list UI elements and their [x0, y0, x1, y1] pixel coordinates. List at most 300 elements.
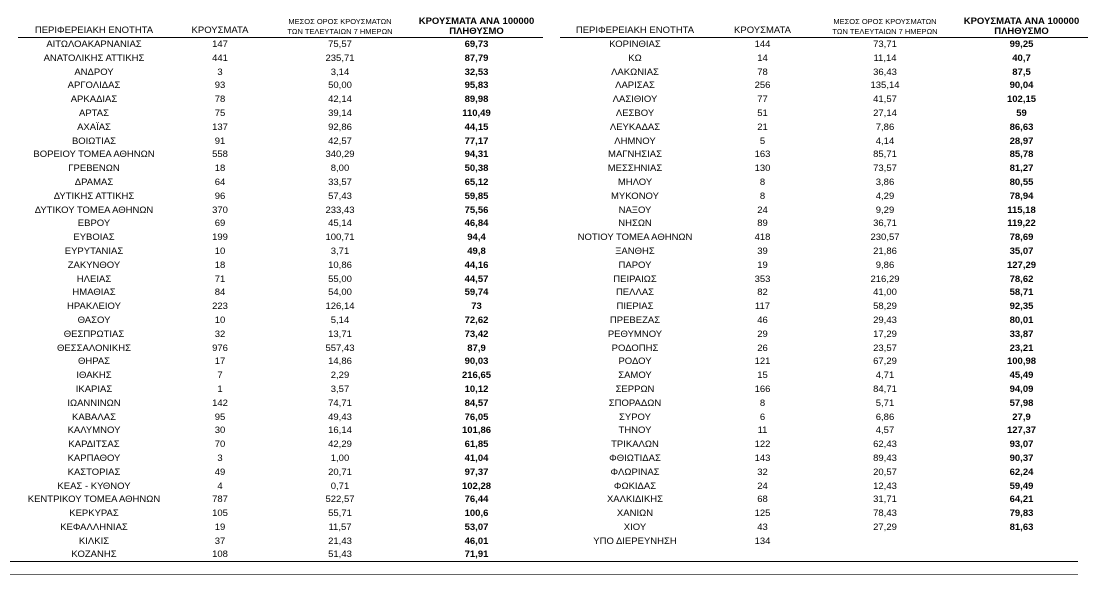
table-row [18, 480, 543, 494]
cases-cell: 71 [214, 273, 226, 285]
cases-cell: 163 [754, 149, 771, 161]
cases-cell: 122 [754, 439, 771, 451]
avg7-cell: 29,43 [873, 314, 897, 326]
header-cases: ΚΡΟΥΣΜΑΤΑ [734, 25, 791, 36]
table-row [560, 245, 1088, 259]
table-row [560, 411, 1088, 425]
avg7-cell: 36,43 [873, 66, 897, 78]
rate-cell: 57,98 [1009, 397, 1034, 409]
cases-cell: 30 [214, 425, 226, 437]
region-cell: ΑΡΤΑΣ [79, 107, 109, 119]
rate-cell: 100,6 [464, 508, 489, 520]
table-row [18, 107, 543, 121]
table-row [560, 107, 1088, 121]
avg7-cell: 3,86 [875, 176, 895, 188]
table-row [18, 397, 543, 411]
rate-cell: 41,04 [464, 452, 489, 464]
table-row [560, 314, 1088, 328]
region-cell: ΘΕΣΣΑΛΟΝΙΚΗΣ [57, 342, 131, 354]
rate-cell: 33,87 [1009, 328, 1034, 340]
region-cell: ΚΑΡΔΙΤΣΑΣ [68, 439, 120, 451]
table-row [18, 121, 543, 135]
rate-cell: 50,38 [464, 163, 489, 175]
table-row [18, 217, 543, 231]
rate-cell: 90,37 [1009, 452, 1034, 464]
region-cell: ΘΑΣΟΥ [77, 314, 111, 326]
region-cell: ΜΕΣΣΗΝΙΑΣ [607, 163, 663, 175]
avg7-cell: 36,71 [873, 218, 897, 230]
rate-cell: 32,53 [464, 66, 489, 78]
rate-cell: 78,69 [1009, 232, 1034, 244]
header-avg7-line2: ΤΩΝ ΤΕΛΕΥΤΑΙΩΝ 7 ΗΜΕΡΩΝ [832, 27, 938, 36]
region-cell: ΧΑΝΙΩΝ [616, 508, 654, 520]
rate-cell [955, 535, 1088, 549]
rate-cell: 84,57 [464, 397, 489, 409]
avg7-cell: 73,57 [873, 163, 897, 175]
region-cell: ΡΟΔΟΥ [618, 356, 652, 368]
table-row [18, 38, 543, 52]
region-cell: ΕΥΡΥΤΑΝΙΑΣ [64, 245, 124, 257]
region-cell: ΗΜΑΘΙΑΣ [72, 287, 116, 299]
region-cell: ΙΘΑΚΗΣ [76, 370, 112, 382]
region-cell: ΑΝΑΤΟΛΙΚΗΣ ΑΤΤΙΚΗΣ [43, 52, 145, 64]
table-row [18, 66, 543, 80]
table-row [18, 369, 543, 383]
table-row [18, 328, 543, 342]
avg7-cell [815, 535, 955, 549]
region-cell: ΛΕΣΒΟΥ [615, 107, 655, 119]
rate-cell: 46,84 [464, 218, 489, 230]
avg7-cell: 4,57 [875, 425, 895, 437]
cases-cell: 418 [754, 232, 771, 244]
table-row [560, 148, 1088, 162]
cases-cell: 125 [754, 508, 771, 520]
rate-cell: 40,7 [1012, 52, 1031, 64]
avg7-cell: 0,71 [330, 480, 350, 492]
region-cell: ΤΡΙΚΑΛΩΝ [611, 439, 659, 451]
avg7-cell: 49,43 [328, 411, 352, 423]
rate-cell: 78,94 [1009, 190, 1034, 202]
rate-cell: 71,91 [464, 549, 489, 561]
avg7-cell: 5,71 [875, 397, 895, 409]
region-cell: ΙΚΑΡΙΑΣ [75, 383, 113, 395]
region-cell: ΦΩΚΙΔΑΣ [613, 480, 657, 492]
header-region: ΠΕΡΙΦΕΡΕΙΑΚΗ ΕΝΟΤΗΤΑ [34, 25, 154, 36]
cases-cell: 18 [214, 259, 226, 271]
region-cell: ΥΠΟ ΔΙΕΡΕΥΝΗΣΗ [593, 535, 677, 547]
table-row [18, 466, 543, 480]
region-cell: ΛΑΣΙΘΙΟΥ [612, 94, 658, 106]
rate-cell: 80,01 [1009, 314, 1034, 326]
cases-cell: 15 [757, 370, 768, 382]
header-avg7 [270, 8, 410, 38]
avg7-cell: 33,57 [328, 176, 352, 188]
rate-cell: 28,97 [1009, 135, 1034, 147]
header-row [560, 8, 1088, 38]
table-row [18, 135, 543, 149]
region-cell: ΑΝΔΡΟΥ [74, 66, 114, 78]
rate-cell: 92,35 [1009, 301, 1034, 313]
table-row [560, 286, 1088, 300]
region-cell: ΡΟΔΟΠΗΣ [611, 342, 659, 354]
header-rate-line1: ΚΡΟΥΣΜΑΤΑ ΑΝΑ 100000 [963, 16, 1080, 27]
cases-cell: 8 [759, 176, 766, 188]
avg7-cell: 5,14 [330, 314, 350, 326]
table-row [18, 535, 543, 549]
table-row [560, 535, 1088, 549]
rate-cell: 110,49 [462, 107, 491, 119]
table-row [560, 273, 1088, 287]
rate-cell: 35,07 [1009, 245, 1034, 257]
cases-cell: 18 [214, 163, 226, 175]
avg7-cell: 23,57 [873, 342, 897, 354]
cases-cell: 68 [757, 494, 768, 506]
region-cell: ΑΡΚΑΔΙΑΣ [70, 94, 118, 106]
avg7-cell: 6,86 [875, 411, 895, 423]
table-row [560, 52, 1088, 66]
cases-cell: 46 [757, 314, 768, 326]
avg7-cell: 84,71 [873, 383, 897, 395]
cases-table-right [560, 8, 1088, 548]
cases-cell: 370 [212, 204, 228, 216]
rate-cell: 79,83 [1009, 508, 1034, 520]
table-row [18, 411, 543, 425]
cases-cell: 21 [757, 121, 768, 133]
avg7-cell: 12,43 [873, 480, 897, 492]
cases-cell: 1 [217, 383, 223, 395]
avg7-cell: 74,71 [328, 397, 352, 409]
cases-cell: 353 [754, 273, 771, 285]
region-cell: ΤΗΝΟΥ [618, 425, 652, 437]
avg7-cell: 135,14 [870, 80, 900, 92]
table-row [560, 38, 1088, 52]
region-cell: ΦΛΩΡΙΝΑΣ [610, 466, 660, 478]
avg7-cell: 42,57 [328, 135, 352, 147]
region-cell: ΔΡΑΜΑΣ [74, 176, 114, 188]
cases-table-left [18, 8, 543, 562]
table-row [560, 424, 1088, 438]
rate-cell: 95,83 [464, 80, 489, 92]
rate-cell: 81,63 [1009, 521, 1034, 533]
rate-cell: 49,8 [467, 245, 486, 257]
rate-cell: 87,5 [1012, 66, 1031, 78]
region-cell: ΠΕΛΛΑΣ [615, 287, 655, 299]
table-row [560, 342, 1088, 356]
table-row [18, 424, 543, 438]
table-row [18, 190, 543, 204]
table-row [18, 521, 543, 535]
region-cell: ΠΙΕΡΙΑΣ [616, 301, 654, 313]
cases-cell: 14 [757, 52, 768, 64]
avg7-cell: 21,86 [873, 245, 897, 257]
avg7-cell: 45,14 [328, 218, 352, 230]
table-row [560, 300, 1088, 314]
region-cell: ΛΗΜΝΟΥ [614, 135, 656, 147]
rate-cell: 45,49 [1009, 370, 1034, 382]
region-cell: ΝΗΣΩΝ [618, 218, 652, 230]
avg7-cell: 4,14 [875, 135, 895, 147]
cases-cell: 134 [754, 535, 771, 547]
cases-cell: 143 [754, 452, 771, 464]
cases-cell: 82 [757, 287, 768, 299]
avg7-cell: 17,29 [873, 328, 897, 340]
cases-cell: 77 [757, 94, 768, 106]
cases-cell: 108 [212, 549, 228, 561]
avg7-cell: 39,14 [328, 107, 352, 119]
avg7-cell: 57,43 [328, 190, 352, 202]
rate-cell: 64,21 [1009, 494, 1034, 506]
avg7-cell: 126,14 [325, 301, 355, 313]
avg7-cell: 20,71 [328, 466, 352, 478]
cases-cell: 144 [754, 39, 771, 50]
header-cases: ΚΡΟΥΣΜΑΤΑ [191, 25, 249, 36]
avg7-cell: 73,71 [873, 39, 897, 50]
cases-cell: 7 [217, 370, 223, 382]
avg7-cell: 1,00 [330, 452, 350, 464]
cases-cell: 8 [759, 190, 766, 202]
region-cell: ΣΑΜΟΥ [618, 370, 652, 382]
header-avg7-line2: ΤΩΝ ΤΕΛΕΥΤΑΙΩΝ 7 ΗΜΕΡΩΝ [287, 27, 393, 36]
rate-cell: 93,07 [1009, 439, 1034, 451]
table-row [560, 93, 1088, 107]
avg7-cell: 89,43 [873, 452, 897, 464]
rate-cell: 73,42 [464, 328, 489, 340]
region-cell: ΚΕΦΑΛΛΗΝΙΑΣ [60, 521, 128, 533]
avg7-cell: 75,57 [328, 39, 352, 50]
table-row [560, 521, 1088, 535]
table-row [18, 383, 543, 397]
avg7-cell: 55,00 [328, 273, 352, 285]
avg7-cell: 9,29 [875, 204, 895, 216]
cases-cell: 3 [217, 452, 223, 464]
cases-cell: 32 [214, 328, 226, 340]
avg7-cell: 41,57 [873, 94, 897, 106]
avg7-cell: 235,71 [325, 52, 355, 64]
rate-cell: 10,12 [464, 383, 489, 395]
table-row [18, 452, 543, 466]
cases-cell: 223 [212, 301, 228, 313]
cases-cell: 166 [754, 383, 771, 395]
avg7-cell: 21,43 [328, 535, 352, 547]
avg7-cell: 9,86 [875, 259, 895, 271]
region-cell: ΚΑΛΥΜΝΟΥ [67, 425, 121, 437]
cases-cell: 37 [214, 535, 226, 547]
cases-cell: 142 [212, 397, 228, 409]
avg7-cell: 55,71 [328, 508, 352, 520]
header-row [18, 8, 543, 38]
rate-cell: 23,21 [1009, 342, 1034, 354]
table-row [18, 493, 543, 507]
region-cell: ΣΠΟΡΑΔΩΝ [608, 397, 662, 409]
table-row [560, 328, 1088, 342]
region-cell: ΛΑΡΙΣΑΣ [615, 80, 655, 92]
region-cell: ΚΙΛΚΙΣ [78, 535, 110, 547]
cases-cell: 32 [757, 466, 768, 478]
table-row [18, 342, 543, 356]
cases-cell: 19 [757, 259, 768, 271]
header-avg7 [815, 8, 955, 38]
table-row [560, 176, 1088, 190]
region-cell: ΚΩ [628, 52, 642, 64]
region-cell: ΜΥΚΟΝΟΥ [611, 190, 659, 202]
table-row [18, 300, 543, 314]
table-row [560, 204, 1088, 218]
cases-cell: 8 [759, 397, 766, 409]
rate-cell: 61,85 [464, 439, 489, 451]
table-row [560, 259, 1088, 273]
cases-cell: 117 [754, 301, 771, 313]
table-bottom-rule [10, 561, 1078, 562]
rate-cell: 80,55 [1009, 176, 1034, 188]
region-cell: ΚΕΑΣ - ΚΥΘΝΟΥ [57, 480, 131, 492]
avg7-cell: 522,57 [325, 494, 355, 506]
cases-cell: 976 [212, 342, 228, 354]
header-avg7-line1: ΜΕΣΟΣ ΟΡΟΣ ΚΡΟΥΣΜΑΤΩΝ [833, 17, 937, 26]
region-cell: ΚΕΝΤΡΙΚΟΥ ΤΟΜΕΑ ΑΘΗΝΩΝ [27, 494, 161, 506]
table-row [18, 314, 543, 328]
region-cell: ΙΩΑΝΝΙΝΩΝ [67, 397, 121, 409]
table-row [18, 286, 543, 300]
rate-cell: 58,71 [1009, 287, 1034, 299]
cases-cell: 91 [214, 135, 226, 147]
table-body-left [18, 38, 543, 563]
region-cell: ΔΥΤΙΚΗΣ ΑΤΤΙΚΗΣ [53, 190, 135, 202]
avg7-cell: 13,71 [328, 328, 352, 340]
table-row [18, 245, 543, 259]
table-row [560, 79, 1088, 93]
avg7-cell: 27,29 [873, 521, 897, 533]
avg7-cell: 3,14 [330, 66, 350, 78]
cases-cell: 64 [214, 176, 226, 188]
rate-cell: 75,56 [464, 204, 489, 216]
cases-cell: 39 [757, 245, 768, 257]
cases-cell: 96 [214, 190, 226, 202]
avg7-cell: 27,14 [873, 107, 897, 119]
cases-cell: 147 [212, 39, 228, 50]
table-row [18, 259, 543, 273]
avg7-cell: 20,57 [873, 466, 897, 478]
rate-cell: 27,9 [1012, 411, 1031, 423]
table-row [18, 438, 543, 452]
avg7-cell: 14,86 [328, 356, 352, 368]
rate-cell: 90,04 [1009, 80, 1034, 92]
table-body-right [560, 38, 1088, 549]
cases-cell: 70 [214, 439, 226, 451]
region-cell: ΒΟΡΕΙΟΥ ΤΟΜΕΑ ΑΘΗΝΩΝ [33, 149, 155, 161]
rate-cell: 81,27 [1009, 163, 1034, 175]
avg7-cell: 67,29 [873, 356, 897, 368]
avg7-cell: 41,00 [873, 287, 897, 299]
rate-cell: 76,44 [464, 494, 489, 506]
rate-cell: 65,12 [464, 176, 489, 188]
region-cell: ΚΕΡΚΥΡΑΣ [69, 508, 119, 520]
avg7-cell: 42,29 [328, 439, 352, 451]
region-cell: ΔΥΤΙΚΟΥ ΤΟΜΕΑ ΑΘΗΝΩΝ [34, 204, 154, 216]
table-row [560, 397, 1088, 411]
avg7-cell: 233,43 [325, 204, 355, 216]
rate-cell: 77,17 [464, 135, 489, 147]
header-avg7-line1: ΜΕΣΟΣ ΟΡΟΣ ΚΡΟΥΣΜΑΤΩΝ [288, 17, 392, 26]
cases-cell: 256 [754, 80, 771, 92]
avg7-cell: 85,71 [873, 149, 897, 161]
avg7-cell: 16,14 [328, 425, 352, 437]
cases-cell: 10 [214, 245, 226, 257]
avg7-cell: 92,86 [328, 121, 352, 133]
avg7-cell: 4,71 [875, 370, 895, 382]
table-row [18, 176, 543, 190]
cases-cell: 5 [759, 135, 766, 147]
table-row [18, 52, 543, 66]
region-cell: ΚΑΒΑΛΑΣ [72, 411, 116, 423]
rate-cell: 102,28 [461, 480, 492, 492]
avg7-cell: 42,14 [328, 94, 352, 106]
region-cell: ΚΟΡΙΝΘΙΑΣ [609, 39, 661, 50]
table-row [18, 231, 543, 245]
table-row [560, 466, 1088, 480]
rate-cell: 94,09 [1009, 383, 1034, 395]
cases-cell: 787 [212, 494, 228, 506]
region-cell: ΧΑΛΚΙΔΙΚΗΣ [606, 494, 664, 506]
table-row [18, 148, 543, 162]
cases-cell: 95 [214, 411, 226, 423]
region-cell: ΝΟΤΙΟΥ ΤΟΜΕΑ ΑΘΗΝΩΝ [577, 232, 693, 244]
cases-cell: 4 [217, 480, 223, 492]
rate-cell: 44,15 [464, 121, 489, 133]
rate-cell: 59,85 [464, 190, 489, 202]
avg7-cell: 4,29 [875, 190, 895, 202]
table-row [560, 135, 1088, 149]
rate-cell: 59,74 [464, 287, 489, 299]
cases-cell: 78 [214, 94, 226, 106]
region-cell: ΑΙΤΩΛΟΑΚΑΡΝΑΝΙΑΣ [46, 39, 142, 50]
rate-cell: 89,98 [464, 94, 489, 106]
rate-cell: 72,62 [464, 314, 489, 326]
region-cell: ΦΘΙΩΤΙΔΑΣ [609, 452, 661, 464]
rate-cell: 46,01 [464, 535, 489, 547]
cases-cell: 558 [212, 149, 228, 161]
table-row [560, 369, 1088, 383]
avg7-cell: 8,00 [330, 163, 350, 175]
region-cell: ΕΒΡΟΥ [77, 218, 111, 230]
header-rate [410, 8, 543, 38]
avg7-cell: 10,86 [328, 259, 352, 271]
region-cell: ΝΑΞΟΥ [618, 204, 652, 216]
region-cell: ΕΥΒΟΙΑΣ [73, 232, 115, 244]
avg7-cell: 2,29 [330, 370, 350, 382]
avg7-cell: 62,43 [873, 439, 897, 451]
header-rate-line1: ΚΡΟΥΣΜΑΤΑ ΑΝΑ 100000 [418, 16, 535, 27]
avg7-cell: 31,71 [873, 494, 897, 506]
region-cell: ΗΡΑΚΛΕΙΟΥ [67, 301, 121, 313]
cases-cell: 17 [214, 356, 226, 368]
table-row [560, 507, 1088, 521]
region-cell: ΗΛΕΙΑΣ [76, 273, 112, 285]
table-row [560, 480, 1088, 494]
table-row [560, 355, 1088, 369]
rate-cell: 86,63 [1009, 121, 1034, 133]
cases-cell: 75 [214, 107, 226, 119]
rate-cell: 59,49 [1009, 480, 1034, 492]
region-cell: ΡΕΘΥΜΝΟΥ [607, 328, 663, 340]
cases-cell: 29 [757, 328, 768, 340]
table-row [18, 162, 543, 176]
table-row [560, 231, 1088, 245]
avg7-cell: 54,00 [328, 287, 352, 299]
avg7-cell: 216,29 [870, 273, 900, 285]
cases-cell: 78 [757, 66, 768, 78]
cases-cell: 137 [212, 121, 228, 133]
avg7-cell: 11,57 [328, 521, 352, 533]
